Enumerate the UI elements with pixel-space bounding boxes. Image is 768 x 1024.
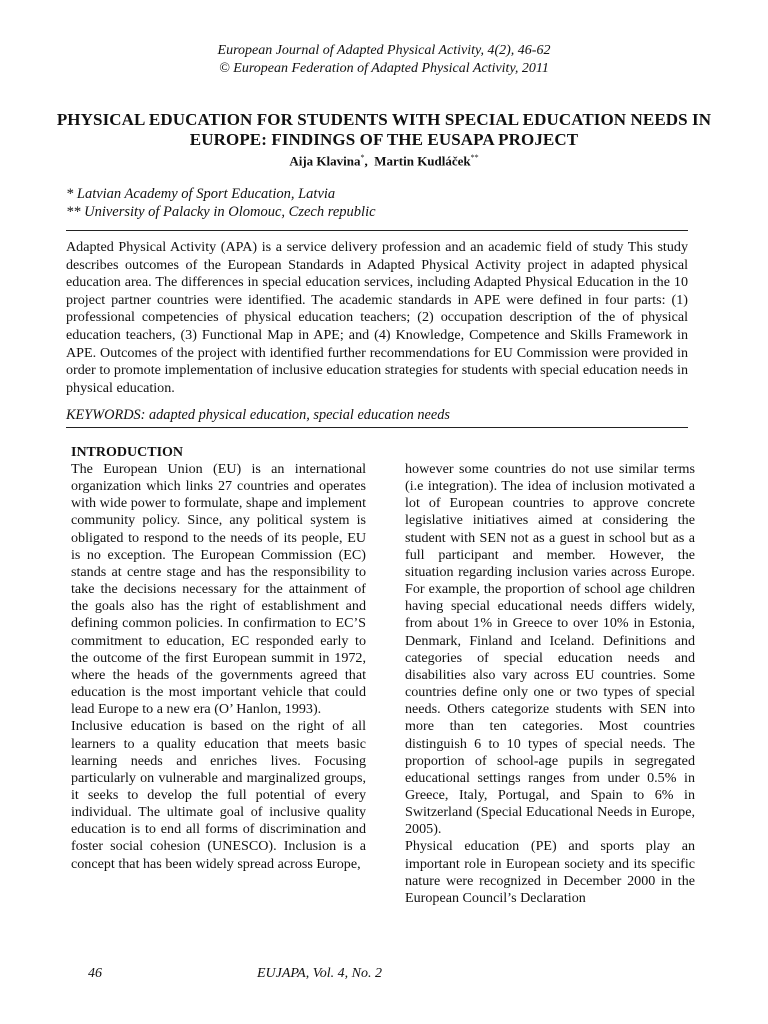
copyright-line: © European Federation of Adapted Physical Activity, 2011 xyxy=(219,61,549,76)
section-heading: INTRODUCTION xyxy=(71,445,184,460)
divider xyxy=(66,230,688,231)
affiliation: * Latvian Academy of Sport Education, Latvia xyxy=(66,186,336,202)
author-name: Martin Kudláček xyxy=(374,153,471,169)
author-line xyxy=(0,150,768,169)
keywords: KEYWORDS: adapted physical education, special education needs xyxy=(66,407,450,423)
right-column xyxy=(405,461,695,907)
paragraph: The European Union (EU) is an international organization which links 27 countries and operates with wide power to formulate, shape and implement community policy. Since, any political system is obligated to respond to the needs of its people, EU is no exception. The European Commission (EC) stands at centre stage and has the responsibility to take the decisions necessary for the attainment of the goals also has the right of establishment and defining common policies. In confirmation to EC’S commitment to education, EC responded early to the outcome of the first European summit in 1972, where the heads of the governments agreed that education is the most important vehicle that could lead Europe to a new era (O’ Hanlon, 1993). xyxy=(71,461,366,718)
footer-journal: EUJAPA, Vol. 4, No. 2 xyxy=(257,966,382,981)
divider xyxy=(66,427,688,428)
author-mark: ** xyxy=(470,153,479,162)
abstract: Adapted Physical Activity (APA) is a service delivery profession and an academic field of study This study describes outcomes of the European Standards in Adapted Physical Activity project in adapted physical education area. The differences in special education services, including Adapted Physical Education in the 10 project partner countries were identified. The academic standards in APE were defined in four parts: (1) professional competencies of physical education teachers; (2) occupation description of the of physical education teachers, (3) Functional Map in APE; and (4) Knowledge, Competence and Skills Framework in APE. Outcomes of the project with identified further recommendations for EU Commission were provided in order to promote implementation of inclusive education strategies for students with special education needs in physical education. xyxy=(66,239,688,396)
affiliation: ** University of Palacky in Olomouc, Czech republic xyxy=(66,204,376,220)
author-separator: , xyxy=(364,153,375,169)
paragraph: however some countries do not use similar terms (i.e integration). The idea of inclusion motivated a lot of European countries to approve concrete legislative initiatives aimed at considering the student with SEN not as a guest in school but as a full participant and member. However, the situation regarding inclusion varies across Europe. For example, the proportion of school age children having special educational needs differs widely, from about 1% in Greece to over 10% in Estonia, Denmark, Finland and Iceland. Definitions and categories of special education needs and disabilities also vary across EU countries. Some countries define only one or two types of special needs. Others categorize students with SEN into more than ten categories. Most countries distinguish 6 to 10 types of special needs. The proportion of school-age pupils in segregated educational settings ranges from under 0.5% in Greece, Italy, Portugal, and Spain to 6% in Switzerland (Special Educational Needs in Europe, 2005). xyxy=(405,461,695,838)
left-column xyxy=(71,444,366,873)
paragraph: Inclusive education is based on the right of all learners to a quality education that meets basic learning needs and enriches lives. Focusing particularly on vulnerable and marginalized groups, it seeks to develop the full potential of every individual. The ultimate goal of inclusive quality education is to end all forms of discrimination and foster social cohesion (UNESCO). Inclusion is a concept that has been widely spread across Europe, xyxy=(71,718,366,872)
page-number: 46 xyxy=(88,966,102,981)
author-mark: * xyxy=(360,153,365,162)
article-title: PHYSICAL EDUCATION FOR STUDENTS WITH SPECIAL EDUCATION NEEDS IN EUROPE: FINDINGS OF THE EUSAPA PROJECT xyxy=(56,110,712,149)
paragraph: Physical education (PE) and sports play an important role in European society and its specific nature were recognized in December 2000 in the European Council’s Declaration xyxy=(405,838,695,906)
author-name: Aija Klavina xyxy=(289,153,361,169)
journal-citation: European Journal of Adapted Physical Activity, 4(2), 46-62 xyxy=(217,43,551,58)
